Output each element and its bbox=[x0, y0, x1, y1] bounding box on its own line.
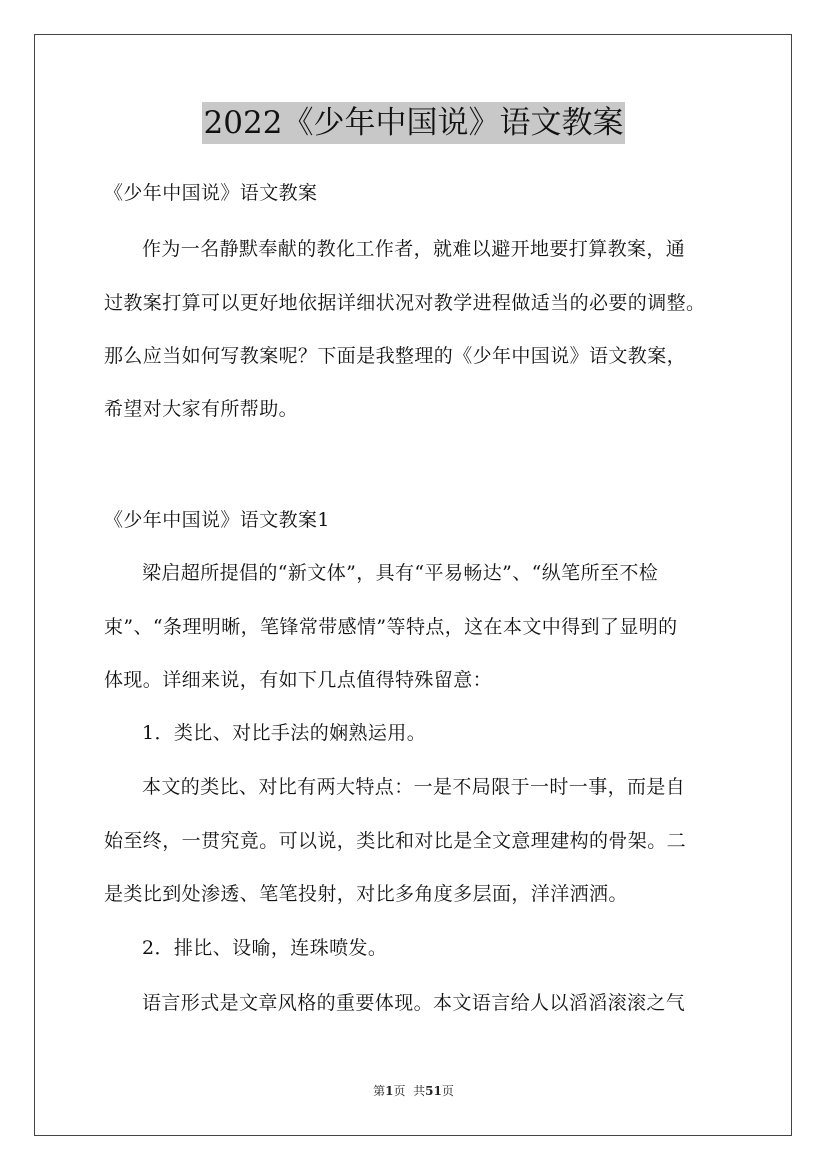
body-line-2: 束”、“条理明晰，笔锋常带感情”等特点，这在本文中得到了显明的 bbox=[104, 616, 678, 638]
total-label-suffix: 页 bbox=[441, 1084, 454, 1098]
intro-line-4: 希望对大家有所帮助。 bbox=[104, 398, 299, 420]
page-footer bbox=[0, 1083, 827, 1099]
total-pages: 51 bbox=[425, 1084, 442, 1098]
body-line-8: 2．排比、设喻，连珠喷发。 bbox=[142, 937, 388, 959]
page-label-prefix: 第 bbox=[373, 1084, 386, 1098]
intro-line-3: 那么应当如何写教案呢？下面是我整理的《少年中国说》语文教案， bbox=[104, 345, 687, 367]
total-label-prefix: 共 bbox=[413, 1084, 426, 1098]
intro-line-2: 过教案打算可以更好地依据详细状况对教学进程做适当的必要的调整。 bbox=[104, 292, 706, 314]
body-line-6: 始至终，一贯究竟。可以说，类比和对比是全文意理建构的骨架。二 bbox=[104, 830, 687, 852]
intro-line-1: 作为一名静默奉献的教化工作者，就难以避开地要打算教案，通 bbox=[142, 238, 686, 260]
body-line-3: 体现。详细来说，有如下几点值得特殊留意： bbox=[104, 669, 493, 691]
body-line-4: 1．类比、对比手法的娴熟运用。 bbox=[142, 722, 427, 744]
body-line-5: 本文的类比、对比有两大特点：一是不局限于一时一事，而是自 bbox=[142, 776, 686, 798]
body-line-7: 是类比到处渗透、笔笔投射，对比多角度多层面，洋洋洒洒。 bbox=[104, 883, 628, 905]
section-heading: 《少年中国说》语文教案1 bbox=[104, 509, 330, 531]
page-number: 1 bbox=[385, 1084, 394, 1098]
document-subtitle: 《少年中国说》语文教案 bbox=[104, 182, 318, 204]
document-title: 2022《少年中国说》语文教案 bbox=[202, 102, 626, 144]
body-line-1: 梁启超所提倡的“新文体”，具有“平易畅达”、“纵笔所至不检 bbox=[142, 562, 659, 584]
page-label-suffix: 页 bbox=[393, 1084, 406, 1098]
body-line-9: 语言形式是文章风格的重要体现。本文语言给人以滔滔滚滚之气 bbox=[142, 992, 686, 1014]
title-container bbox=[0, 102, 827, 144]
